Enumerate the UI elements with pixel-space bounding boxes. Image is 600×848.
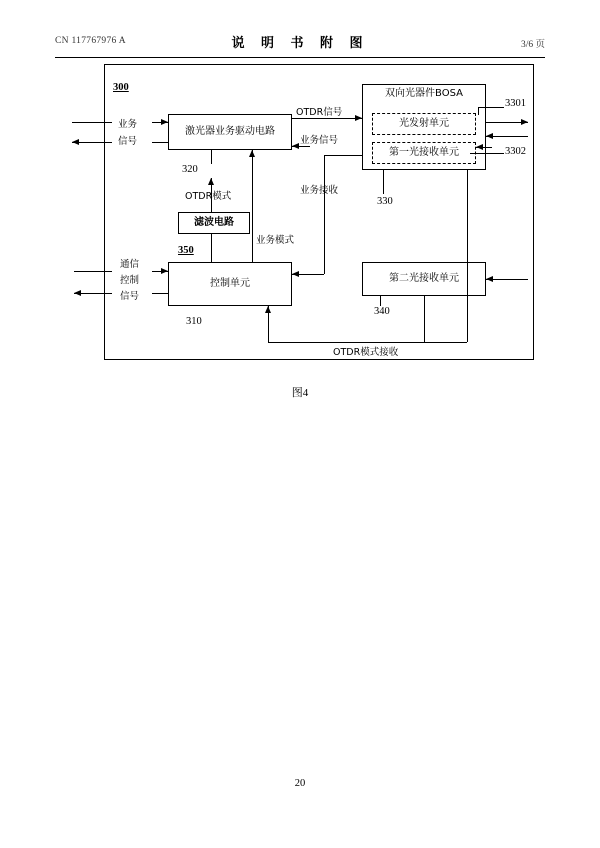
- filter-circuit-block: [178, 212, 250, 234]
- filter-circuit-label: 滤波电路: [194, 217, 234, 228]
- second-receive-input-arrow: [486, 276, 493, 282]
- figure-caption: 图4: [291, 387, 309, 399]
- comm-out-line-2: [152, 293, 168, 294]
- bosa-module-label: 双向光器件BOSA: [385, 88, 463, 99]
- service-signal-in-label-1: 业务: [118, 119, 138, 130]
- ref-320-leader: [211, 150, 212, 164]
- service-out-line-2: [152, 142, 168, 143]
- ref-300: 300: [113, 82, 129, 93]
- otdr-signal-label: OTDR信号: [296, 107, 343, 118]
- comm-control-label-1: 通信: [120, 259, 140, 270]
- service-signal-label: 业务信号: [300, 135, 339, 146]
- laser-driver-circuit-block: [168, 114, 292, 150]
- otdr-mode-label: OTDR模式: [185, 191, 232, 202]
- service-mode-arrow: [249, 150, 255, 157]
- ref-340: 340: [374, 306, 390, 317]
- otdr-receive-h-bottom: [268, 342, 467, 343]
- bosa-out-arrow: [521, 119, 528, 125]
- ref-320: 320: [182, 164, 198, 175]
- document-title: 说 明 书 附 图: [231, 36, 369, 51]
- ref-340-leader: [380, 296, 381, 306]
- service-in-arrow: [161, 119, 168, 125]
- ref-350: 350: [178, 245, 194, 256]
- ref-330-leader: [383, 170, 384, 194]
- comm-in-line: [74, 271, 112, 272]
- page-number: 20: [294, 778, 306, 789]
- ref-3302: 3302: [505, 146, 526, 157]
- laser-driver-circuit-label: 激光器业务驱动电路: [185, 126, 275, 137]
- header-divider: [55, 57, 545, 58]
- otdr-signal-line: [292, 118, 362, 119]
- ref-310: 310: [186, 316, 202, 327]
- otdr-signal-arrow: [355, 115, 362, 121]
- service-signal-arrow: [292, 143, 299, 149]
- bosa-in-arrow: [486, 133, 493, 139]
- comm-out-arrow: [74, 290, 81, 296]
- first-receive-line: [476, 147, 492, 148]
- otdr-mode-receive-label: OTDR模式接收: [333, 347, 399, 358]
- service-out-arrow: [72, 139, 79, 145]
- second-optical-receive-unit-label: 第二光接收单元: [389, 273, 459, 284]
- service-receive-label: 业务接收: [300, 185, 339, 196]
- page-header: [55, 32, 545, 56]
- first-optical-receive-unit-label: 第一光接收单元: [389, 147, 459, 158]
- control-unit-label: 控制单元: [210, 278, 250, 289]
- service-receive-arrow: [292, 271, 299, 277]
- control-unit-block: [168, 262, 292, 306]
- service-receive-top-h: [324, 155, 362, 156]
- otdr-receive-v-right: [467, 170, 468, 342]
- otdr-mode-arrow: [208, 178, 214, 185]
- service-mode-label: 业务模式: [256, 235, 295, 246]
- second-receive-down-line: [424, 296, 425, 342]
- patent-number: CN 117767976 A: [55, 36, 126, 46]
- ref-3301: 3301: [505, 98, 526, 109]
- service-mode-line: [252, 150, 253, 262]
- comm-in-arrow: [161, 268, 168, 274]
- page-label: 3/6 页: [520, 40, 545, 50]
- comm-control-label-2: 控制: [120, 275, 140, 286]
- comm-control-label-3: 信号: [120, 291, 140, 302]
- optical-transmit-unit-label: 光发射单元: [399, 118, 449, 129]
- optical-transmit-unit-block: [372, 113, 476, 135]
- service-in-line: [72, 122, 112, 123]
- service-signal-in-label-2: 信号: [118, 136, 138, 147]
- first-optical-receive-unit-block: [372, 142, 476, 164]
- otdr-receive-arrow: [265, 306, 271, 313]
- ref-3301-leader-h: [478, 107, 504, 108]
- ref-330: 330: [377, 196, 393, 207]
- otdr-mode-line-lower: [211, 234, 212, 262]
- ref-3301-leader-v: [478, 107, 479, 115]
- ref-3302-leader-h: [470, 153, 504, 154]
- service-receive-v: [324, 155, 325, 274]
